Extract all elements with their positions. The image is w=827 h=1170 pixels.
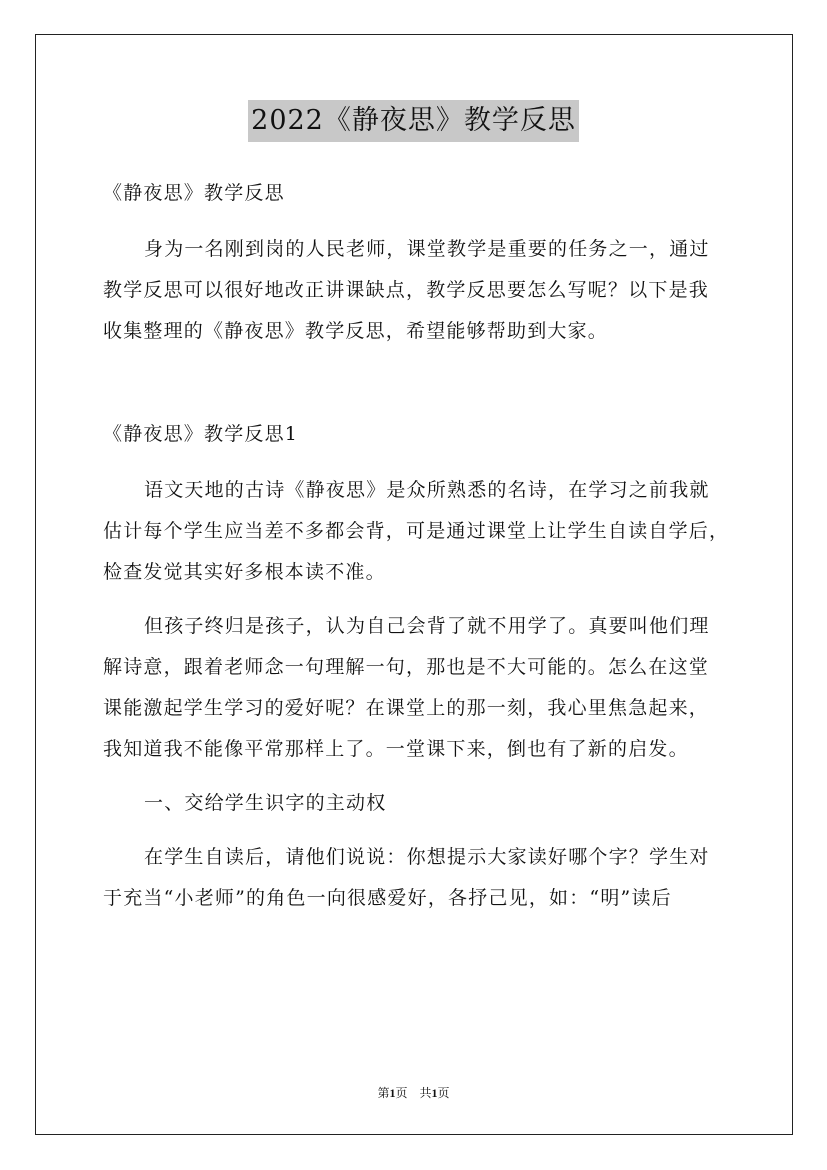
- paragraph-line: 估计每个学生应当差不多都会背，可是通过课堂上让学生自读自学后，: [103, 520, 730, 542]
- document-title: 2022《静夜思》教学反思: [248, 100, 579, 142]
- paragraph-line: 语文天地的古诗《静夜思》是众所熟悉的名诗，在学习之前我就: [144, 479, 710, 501]
- paragraph-line: 但孩子终归是孩子，认为自己会背了就不用学了。真要叫他们理: [144, 615, 710, 637]
- point-heading: [103, 783, 731, 824]
- paragraph-line: 教学反思可以很好地改正讲课缺点，教学反思要怎么写呢？以下是我: [103, 279, 710, 301]
- paragraph-line: 于充当“小老师”的角色一向很感爱好，各抒己见，如：“明”读后: [103, 887, 672, 909]
- paragraph-line: 在学生自读后，请他们说说：你想提示大家读好哪个字？学生对: [144, 846, 710, 868]
- paragraph-line: 检查发觉其实好多根本读不准。: [103, 561, 386, 583]
- intro-paragraph: [103, 229, 731, 352]
- page-current: 1: [389, 1086, 396, 1100]
- page-suffix: 页: [437, 1086, 450, 1100]
- page-total: 1: [431, 1086, 438, 1100]
- paragraph-3: [103, 837, 731, 919]
- paragraph-line: 收集整理的《静夜思》教学反思，希望能够帮助到大家。: [103, 320, 609, 342]
- paragraph-2: [103, 606, 731, 770]
- paragraph-1: [103, 470, 731, 593]
- paragraph-line: 身为一名刚到岗的人民老师，课堂教学是重要的任务之一，通过: [144, 238, 710, 260]
- section-heading: 《静夜思》教学反思1: [103, 423, 299, 445]
- title-container: [0, 100, 827, 142]
- subtitle: 《静夜思》教学反思: [103, 182, 285, 204]
- paragraph-line: 我知道我不能像平常那样上了。一堂课下来，倒也有了新的启发。: [103, 738, 689, 760]
- paragraph-line: 课能激起学生学习的爱好呢？在课堂上的那一刻，我心里焦急起来，: [103, 697, 710, 719]
- page-footer: [0, 1084, 827, 1101]
- point-1-heading: 一、交给学生识字的主动权: [144, 792, 387, 814]
- page-prefix: 第: [377, 1086, 390, 1100]
- document-body: [103, 173, 731, 932]
- paragraph-line: 解诗意，跟着老师念一句理解一句，那也是不大可能的。怎么在这堂: [103, 656, 710, 678]
- page-mid: 页 共: [395, 1086, 432, 1100]
